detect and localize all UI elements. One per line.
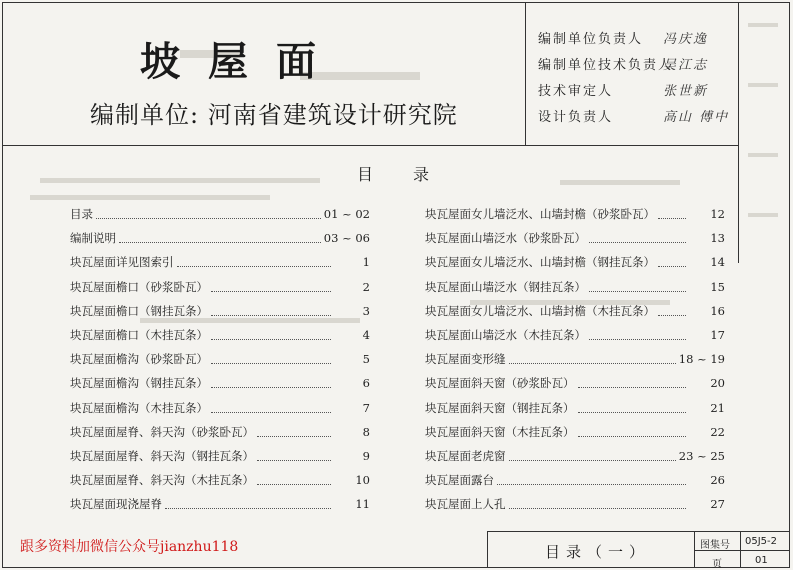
handwritten-signature: 冯庆逸	[663, 31, 709, 47]
toc-entry-title: 块瓦屋面檐沟（木挂瓦条）	[70, 400, 208, 415]
toc-leader-dots	[509, 459, 676, 461]
toc-entry-title: 块瓦屋面山墙泛水（砂浆卧瓦）	[425, 231, 586, 246]
toc-entry	[425, 279, 725, 303]
toc-leader-dots	[257, 435, 331, 437]
toc-leader-dots	[658, 265, 686, 267]
toc-leader-dots	[211, 290, 331, 292]
toc-entry-page: 16	[710, 303, 725, 318]
toc-entry-title: 块瓦屋面上人孔	[425, 497, 506, 512]
toc-leader-dots	[589, 338, 686, 340]
signature-row	[538, 50, 733, 76]
toc-leader-dots	[177, 265, 332, 267]
toc-entry	[70, 496, 370, 520]
toc-entry-page: 13	[710, 231, 725, 246]
toc-entry	[425, 424, 725, 448]
toc-entry	[70, 303, 370, 327]
toc-entry-title: 块瓦屋面变形缝	[425, 352, 506, 367]
toc-entry	[70, 448, 370, 472]
atlas-number: 05J5-2	[745, 536, 778, 547]
toc-entry	[70, 206, 370, 230]
toc-leader-dots	[658, 217, 686, 219]
toc-leader-dots	[96, 217, 321, 219]
toc-entry-page: 14	[710, 255, 725, 270]
handwritten-signature: 高山 傅中	[663, 109, 730, 125]
signature-row	[538, 76, 733, 102]
toc-entry-page: 3	[362, 303, 370, 318]
toc-entry-page: 20	[710, 376, 725, 391]
sheet-name: 目录（一）	[545, 543, 651, 561]
toc-entry-page: 18 ~ 19	[678, 352, 725, 367]
toc-entry-page: 22	[710, 424, 725, 439]
compiling-organization: 编制单位: 河南省建筑设计研究院	[90, 101, 458, 129]
signature-role: 技术审定人	[538, 83, 614, 99]
toc-entry-title: 块瓦屋面屋脊、斜天沟（钢挂瓦条）	[70, 448, 254, 463]
atlas-number-label: 图集号	[700, 540, 730, 551]
toc-entry-title: 块瓦屋面檐口（钢挂瓦条）	[70, 303, 208, 318]
toc-entry-title: 块瓦屋面檐口（砂浆卧瓦）	[70, 279, 208, 294]
signature-row	[538, 102, 733, 128]
signature-role: 设计负责人	[538, 109, 614, 125]
toc-leader-dots	[257, 459, 331, 461]
page-number: 01	[755, 555, 768, 566]
toc-entry-page: 12	[710, 207, 725, 221]
toc-leader-dots	[165, 507, 331, 509]
toc-entry-title: 块瓦屋面现浇屋脊	[70, 497, 162, 512]
signature-block	[538, 24, 733, 128]
toc-leader-dots	[211, 362, 331, 364]
toc-heading: 目录	[357, 165, 470, 184]
toc-leader-dots	[211, 386, 331, 388]
title-block-left-rule	[487, 531, 488, 568]
toc-left-column	[70, 206, 370, 520]
signature-row	[538, 24, 733, 50]
toc-entry-page: 23 ~ 25	[678, 448, 725, 463]
toc-entry	[70, 351, 370, 375]
toc-entry	[70, 400, 370, 424]
side-strip	[738, 3, 788, 263]
toc-entry-title: 块瓦屋面斜天窗（钢挂瓦条）	[425, 400, 575, 415]
bleed-through-mark	[560, 180, 680, 185]
toc-entry-title: 块瓦屋面详见图索引	[70, 255, 174, 270]
toc-entry-page: 01 ~ 02	[323, 207, 370, 221]
toc-entry-title: 块瓦屋面屋脊、斜天沟（木挂瓦条）	[70, 473, 254, 488]
toc-entry-title: 编制说明	[70, 231, 116, 246]
toc-leader-dots	[578, 386, 687, 388]
header-column-divider	[525, 3, 526, 145]
bleed-through-mark	[40, 178, 320, 183]
toc-entry-page: 17	[710, 327, 725, 342]
toc-leader-dots	[211, 338, 331, 340]
toc-entry-page: 8	[362, 424, 370, 439]
toc-entry-page: 11	[355, 497, 370, 512]
toc-leader-dots	[658, 314, 686, 316]
toc-right-column	[425, 206, 725, 520]
toc-entry-page: 4	[362, 327, 370, 342]
toc-entry-page: 5	[362, 352, 370, 367]
toc-entry	[425, 448, 725, 472]
toc-entry-title: 块瓦屋面老虎窗	[425, 448, 506, 463]
toc-leader-dots	[589, 241, 686, 243]
header-divider	[3, 145, 738, 146]
toc-entry-page: 9	[362, 448, 370, 463]
toc-entry-page: 27	[710, 497, 725, 512]
toc-entry	[425, 351, 725, 375]
toc-entry-page: 6	[362, 376, 370, 391]
toc-entry	[70, 375, 370, 399]
toc-entry-title: 块瓦屋面女儿墙泛水、山墙封檐（砂浆卧瓦）	[425, 207, 655, 221]
toc-entry	[70, 327, 370, 351]
toc-entry-page: 03 ~ 06	[323, 231, 370, 246]
signature-role: 编制单位技术负责人	[538, 57, 674, 73]
toc-entry-title: 目录	[70, 207, 93, 221]
toc-entry-title: 块瓦屋面斜天窗（砂浆卧瓦）	[425, 376, 575, 391]
title-block-top-rule	[487, 531, 789, 532]
atlas-title: 坡屋面	[140, 38, 344, 85]
toc-entry-page: 21	[710, 400, 725, 415]
handwritten-signature: 张世新	[663, 83, 709, 99]
toc-entry-title: 块瓦屋面檐口（木挂瓦条）	[70, 327, 208, 342]
bleed-through-mark	[30, 195, 270, 200]
toc-entry	[425, 327, 725, 351]
toc-entry	[425, 400, 725, 424]
toc-entry-title: 块瓦屋面斜天窗（木挂瓦条）	[425, 424, 575, 439]
toc-leader-dots	[509, 362, 676, 364]
toc-entry	[425, 303, 725, 327]
toc-entry-page: 7	[362, 400, 370, 415]
toc-entry	[70, 424, 370, 448]
toc-entry-title: 块瓦屋面屋脊、斜天沟（砂浆卧瓦）	[70, 424, 254, 439]
toc-leader-dots	[578, 435, 687, 437]
toc-entry	[425, 254, 725, 278]
toc-entry	[425, 375, 725, 399]
toc-leader-dots	[257, 483, 331, 485]
handwritten-signature: 吴江志	[663, 57, 709, 73]
toc-entry	[425, 206, 725, 230]
toc-entry-page: 2	[362, 279, 370, 294]
toc-entry-title: 块瓦屋面檐沟（砂浆卧瓦）	[70, 352, 208, 367]
toc-entry-title: 块瓦屋面女儿墙泛水、山墙封檐（钢挂瓦条）	[425, 255, 655, 270]
toc-entry-page: 26	[710, 473, 725, 488]
toc-leader-dots	[509, 507, 687, 509]
toc-entry-page: 1	[362, 255, 370, 270]
toc-leader-dots	[211, 411, 331, 413]
toc-entry	[425, 496, 725, 520]
toc-entry-title: 块瓦屋面檐沟（钢挂瓦条）	[70, 376, 208, 391]
page-label: 页	[712, 559, 722, 570]
watermark-text: 跟多资料加微信公众号jianzhu118	[20, 539, 239, 555]
toc-entry-page: 15	[710, 279, 725, 294]
toc-entry-title: 块瓦屋面女儿墙泛水、山墙封檐（木挂瓦条）	[425, 303, 655, 318]
toc-entry-title: 块瓦屋面山墙泛水（钢挂瓦条）	[425, 279, 586, 294]
toc-entry	[70, 279, 370, 303]
toc-entry	[70, 230, 370, 254]
toc-leader-dots	[589, 290, 686, 292]
toc-entry-title: 块瓦屋面山墙泛水（木挂瓦条）	[425, 327, 586, 342]
toc-entry-page: 10	[355, 473, 370, 488]
signature-role: 编制单位负责人	[538, 31, 644, 47]
toc-entry	[425, 472, 725, 496]
toc-leader-dots	[119, 241, 321, 243]
toc-entry	[70, 472, 370, 496]
toc-entry-title: 块瓦屋面露台	[425, 473, 494, 488]
toc-entry	[70, 254, 370, 278]
toc-leader-dots	[497, 483, 686, 485]
toc-leader-dots	[578, 411, 687, 413]
toc-leader-dots	[211, 314, 331, 316]
toc-entry	[425, 230, 725, 254]
